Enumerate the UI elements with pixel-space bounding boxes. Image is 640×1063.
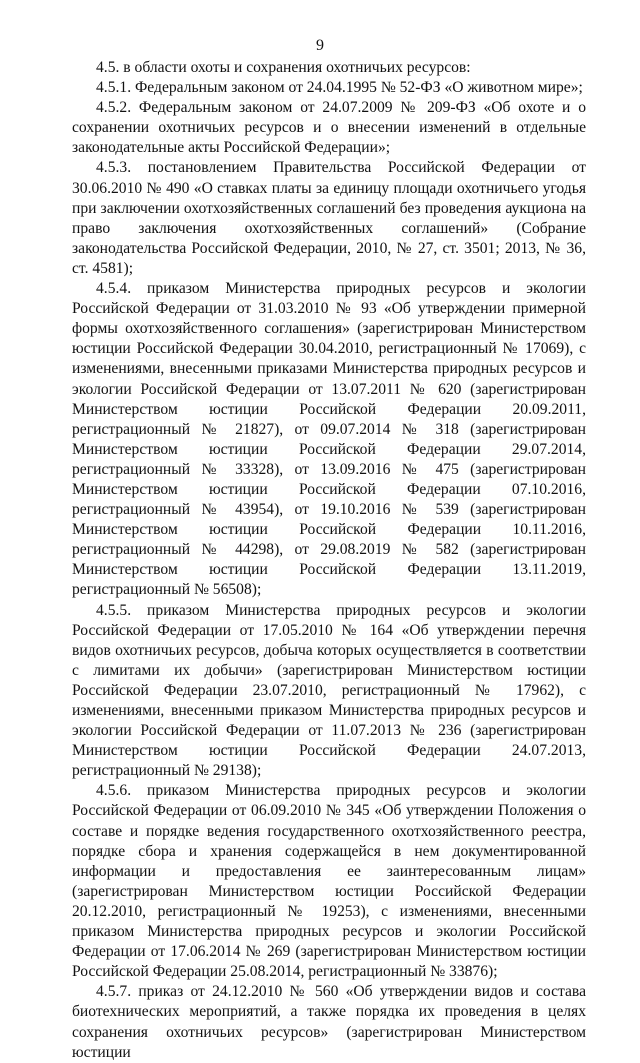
paragraph-4-5-2: 4.5.2. Федеральным законом от 24.07.2009 № 209-ФЗ «Об охоте и о сохранении охотничьих ресурсов и о внесении изменений в отдельные законодательные акты Российской Федерации»; (72, 99, 586, 157)
document-body (72, 58, 586, 1063)
paragraph-4-5-6: 4.5.6. приказом Министерства природных ресурсов и экологии Российской Федерации от 06.09.2010 № 345 «Об утверждении Положения о составе и порядке ведения государственного охотхозяйственного реестра, порядке сбора и хранения содержащейся в нем документированной информации и предоставления ее заинтересованным лицам» (зарегистрирован Министерством юстиции Российской Федерации 20.12.2010, регистрационный № 19253), с изменениями, внесенными приказом Министерства природных ресурсов и экологии Российской Федерации от 17.06.2014 № 269 (зарегистрирован Министерством юстиции Российской Федерации 25.08.2014, регистрационный № 33876); (72, 782, 586, 981)
paragraph-4-5-4: 4.5.4. приказом Министерства природных ресурсов и экологии Российской Федерации от 31.03.2010 № 93 «Об утверждении примерной формы охотхозяйственного соглашения» (зарегистрирован Министерством юстиции Российской Федерации 30.04.2010, регистрационный № 17069), с изменениями, внесенными приказами Министерства природных ресурсов и экологии Российской Федерации от 13.07.2011 № 620 (зарегистрирован Министерством юстиции Российской Федерации 20.09.2011, регистрационный № 21827), от 09.07.2014 № 318 (зарегистрирован Министерством юстиции Российской Федерации 29.07.2014, регистрационный № 33328), от 13.09.2016 № 475 (зарегистрирован Министерством юстиции Российской Федерации 07.10.2016, регистрационный № 43954), от 19.10.2016 № 539 (зарегистрирован Министерством юстиции Российской Федерации 10.11.2016, регистрационный № 44298), от 29.08.2019 № 582 (зарегистрирован Министерством юстиции Российской Федерации 13.11.2019, регистрационный № 56508); (72, 280, 586, 599)
paragraph-4-5-1: 4.5.1. Федеральным законом от 24.04.1995 № 52-ФЗ «О животном мире»; (96, 79, 583, 97)
paragraph-4-5: 4.5. в области охоты и сохранения охотничьих ресурсов: (96, 59, 471, 76)
page-number: 9 (316, 37, 324, 54)
paragraph-4-5-7: 4.5.7. приказ от 24.12.2010 № 560 «Об утверждении видов и состава биотехнических мероприятий, а также порядка их проведения в целях сохранения охотничьих ресурсов» (зарегистрирован Министерством юстиции (72, 983, 586, 1061)
paragraph-4-5-3: 4.5.3. постановлением Правительства Российской Федерации от 30.06.2010 № 490 «О ставках платы за единицу площади охотничьего угодья при заключении охотхозяйственных соглашений без проведения аукциона на право заключения охотхозяйственных соглашений» (Собрание законодательства Российской Федерации, 2010, № 27, ст. 3501; 2013, № 36, ст. 4581); (72, 159, 586, 277)
paragraph-4-5-5: 4.5.5. приказом Министерства природных ресурсов и экологии Российской Федерации от 17.05.2010 № 164 «Об утверждении перечня видов охотничьих ресурсов, добыча которых осуществляется в соответствии с лимитами их добычи» (зарегистрирован Министерством юстиции Российской Федерации 23.07.2010, регистрационный № 17962), с изменениями, внесенными приказом Министерства природных ресурсов и экологии Российской Федерации от 11.07.2013 № 236 (зарегистрирован Министерством юстиции Российской Федерации 24.07.2013, регистрационный № 29138); (72, 601, 586, 780)
